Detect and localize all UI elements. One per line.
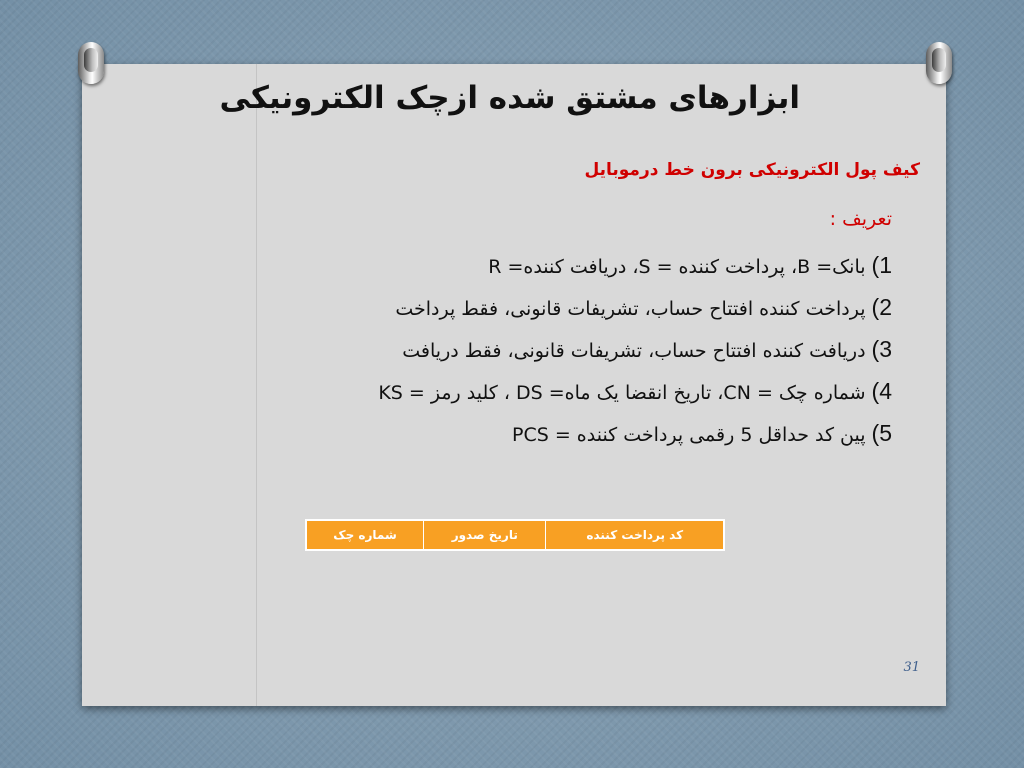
page-number: 31 [903, 660, 920, 675]
slide-title: ابزارهای مشتق شده ازچک الکترونیکی [219, 80, 800, 116]
item-text: شماره چک = CN، تاریخ انقضا یک ماه= DS ، کلید رمز = KS [378, 382, 866, 404]
item-text: دریافت کننده افتتاح حساب، تشریفات قانونی، فقط دریافت [402, 340, 866, 362]
cheque-fields-table [305, 519, 725, 551]
list-item [240, 244, 892, 286]
list-item [240, 370, 892, 412]
item-number: 4) [871, 378, 892, 404]
list-item [240, 328, 892, 370]
definition-list [240, 244, 892, 454]
table-header-row [307, 521, 723, 549]
cheque-fields-table-grid [307, 521, 723, 549]
item-text: پرداخت کننده افتتاح حساب، تشریفات قانونی، فقط پرداخت [395, 298, 866, 320]
item-text: پین کد حداقل 5 رقمی پرداخت کننده = PCS [511, 424, 866, 446]
item-number: 1) [871, 252, 892, 278]
pushpin-left-icon [78, 42, 104, 84]
slide-subtitle: کیف پول الکترونیکی برون خط درموبایل [584, 160, 920, 180]
item-number: 5) [871, 420, 892, 446]
item-number: 3) [871, 336, 892, 362]
table-header-cell: کد پرداخت کننده [546, 521, 723, 549]
list-item [240, 286, 892, 328]
table-header-cell: شماره چک [307, 521, 424, 549]
list-item [240, 412, 892, 454]
definition-label: تعریف : [829, 208, 892, 230]
pushpin-right-icon [926, 42, 952, 84]
item-text: بانک= B، پرداخت کننده = S، دریافت کننده= R [488, 256, 866, 278]
table-header-cell: تاریخ صدور [424, 521, 546, 549]
item-number: 2) [871, 294, 892, 320]
